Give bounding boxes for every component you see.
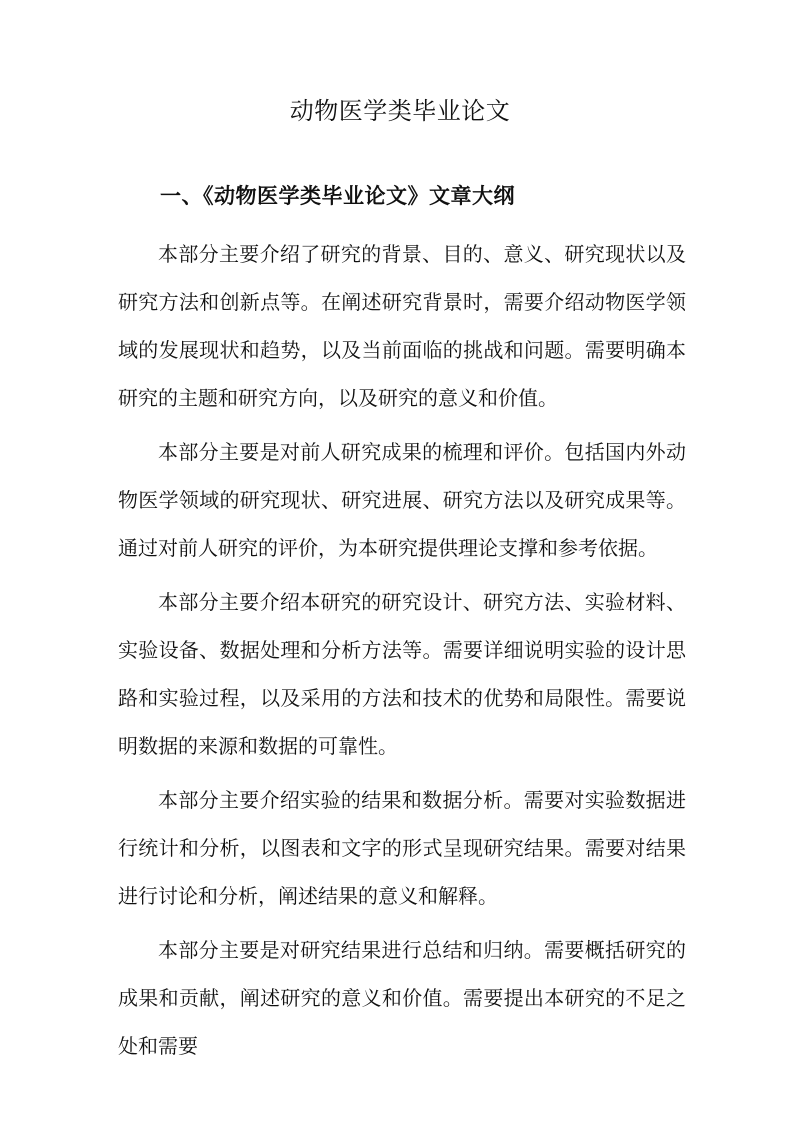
paragraph-conclusion: 本部分主要是对研究结果进行总结和归纳。需要概括研究的成果和贡献，阐述研究的意义和价值。需要提出本研究的不足之处和需要 xyxy=(118,938,686,1058)
paragraph-results: 本部分主要介绍实验的结果和数据分析。需要对实验数据进行统计和分析，以图表和文字的形式呈现研究结果。需要对结果进行讨论和分析，阐述结果的意义和解释。 xyxy=(118,788,686,908)
paragraph-background: 本部分主要介绍了研究的背景、目的、意义、研究现状以及研究方法和创新点等。在阐述研究背景时，需要介绍动物医学领域的发展现状和趋势，以及当前面临的挑战和问题。需要明确本研究的主题和研究方向，以及研究的意义和价值。 xyxy=(118,242,686,410)
body-text xyxy=(118,230,686,1076)
paragraph-literature-review: 本部分主要是对前人研究成果的梳理和评价。包括国内外动物医学领域的研究现状、研究进展、研究方法以及研究成果等。通过对前人研究的评价，为本研究提供理论支撑和参考依据。 xyxy=(118,440,686,560)
section-heading: 一、《动物医学类毕业论文》文章大纲 xyxy=(160,183,515,208)
document-title: 动物医学类毕业论文 xyxy=(289,97,511,125)
paragraph-methods: 本部分主要介绍本研究的研究设计、研究方法、实验材料、实验设备、数据处理和分析方法等。需要详细说明实验的设计思路和实验过程，以及采用的方法和技术的优势和局限性。需要说明数据的来源和数据的可靠性。 xyxy=(118,590,686,758)
